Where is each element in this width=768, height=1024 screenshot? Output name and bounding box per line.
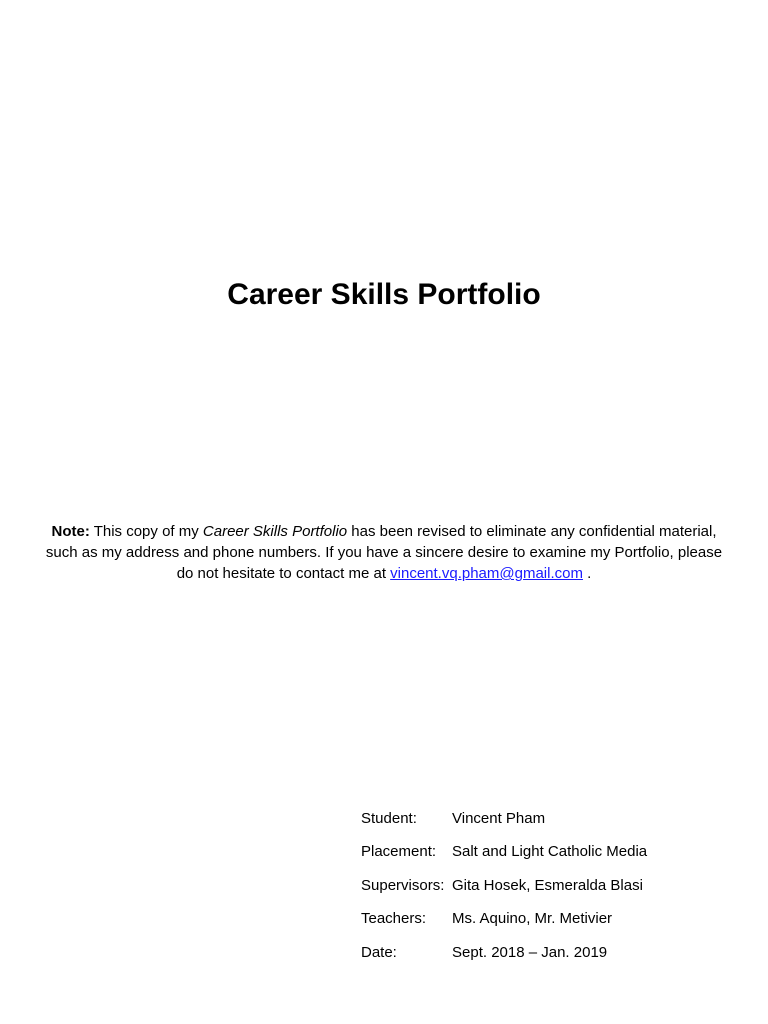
info-label: Date:	[361, 943, 397, 961]
page-title: Career Skills Portfolio	[227, 278, 541, 311]
note-text-after: has been revised to eliminate any confidential material, such as my address and phone numbers. If you have a sincere desire to examine my Portfolio, please do not hesitate to contact me at	[45, 523, 723, 582]
note-text-before: This copy of my	[89, 523, 203, 540]
email-link[interactable]: vincent.vq.pham@gmail.com	[390, 565, 583, 582]
info-row-teachers	[361, 908, 647, 941]
info-value: Ms. Aquino, Mr. Metivier	[452, 910, 613, 928]
note-label: Note:	[51, 523, 90, 540]
info-value: Gita Hosek, Esmeralda Blasi	[452, 876, 643, 894]
info-label: Placement:	[361, 843, 437, 861]
info-row-student	[361, 808, 647, 841]
info-row-date	[361, 942, 647, 975]
confidentiality-note	[40, 521, 728, 584]
info-row-supervisors	[361, 875, 647, 908]
info-value: Sept. 2018 – Jan. 2019	[452, 943, 608, 961]
note-italic-title: Career Skills Portfolio	[202, 523, 348, 540]
info-value: Salt and Light Catholic Media	[452, 843, 648, 861]
info-value: Vincent Pham	[452, 810, 546, 827]
note-text-end: .	[582, 565, 592, 582]
info-label: Supervisors:	[361, 876, 445, 894]
info-row-placement	[361, 841, 647, 874]
info-table	[361, 808, 647, 975]
info-label: Student:	[361, 810, 417, 827]
info-label: Teachers:	[361, 910, 427, 928]
